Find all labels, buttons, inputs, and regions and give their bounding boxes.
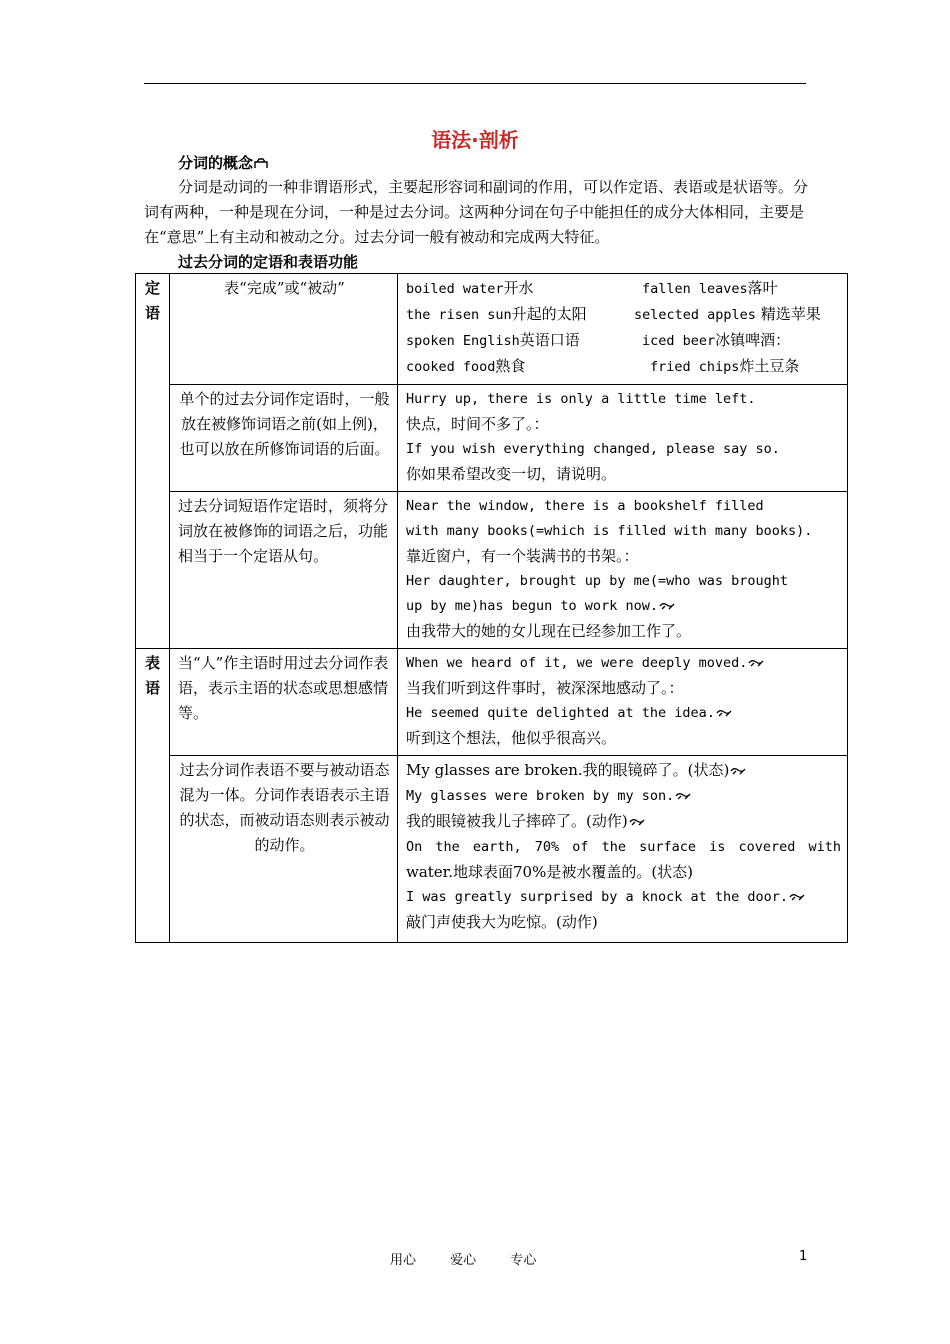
table-row xyxy=(136,385,848,492)
example-cell: My glasses are broken.我的眼镜碎了。(状态) My glasses were broken by my son. 我的眼镜被我儿子摔碎了。(动作) On the earth, 70% of the surface is covered with water.地球表面70%是被水覆盖的。(状态) I was greatly surprised by a knock at the door. 敲门声使我大为吃惊。(动作) xyxy=(398,756,848,943)
enter-mark-icon xyxy=(675,791,691,801)
example-cell xyxy=(398,274,848,385)
category-attributive: 定 语 xyxy=(136,274,170,649)
enter-mark-icon xyxy=(789,892,805,902)
example-cell: When we heard of it, we were deeply moved. 当我们听到这件事时，被深深地感动了。： He seemed quite delighted at the idea. 听到这个想法，他似乎很高兴。 xyxy=(398,649,848,756)
table-row xyxy=(136,649,848,756)
description-cell: 表“完成”或“被动” xyxy=(170,274,398,385)
enter-mark-icon xyxy=(659,601,675,611)
enter-mark-icon xyxy=(730,766,746,776)
description-cell: 过去分词作表语不要与被动语态混为一体。分词作表语表示主语的状态，而被动语态则表示被动的动作。 xyxy=(170,756,398,943)
function-heading: 过去分词的定语和表语功能 xyxy=(178,253,359,271)
table-row xyxy=(136,274,848,385)
participle-function-table xyxy=(135,273,848,943)
enter-mark-icon xyxy=(748,658,764,668)
table-row xyxy=(136,756,848,943)
enter-mark-icon xyxy=(716,708,732,718)
page-footer: 用心 爱心 专心 xyxy=(390,1253,537,1268)
example-cell: Hurry up, there is only a little time left. 快点，时间不多了。： If you wish everything changed, please say so. 你如果希望改变一切，请说明。 xyxy=(398,385,848,492)
example-cell: Near the window, there is a bookshelf filled with many books(=which is filled with many books). 靠近窗户，有一个装满书的书架。： Her daughter, brought up by me(=who was brought up by me)has begun to work now. 由我带大的她的女儿现在已经参加工作了。 xyxy=(398,492,848,649)
example-pair: cooked food熟食 fried chips炸土豆条 xyxy=(406,357,800,375)
concept-paragraph: 分词是动词的一种非谓语形式，主要起形容词和副词的作用，可以作定语、表语或是状语等。分词有两种，一种是现在分词，一种是过去分词。这两种分词在句子中能担任的成分大体相同，主要是在“意思”上有主动和被动之分。过去分词一般有被动和完成两大特征。 xyxy=(144,178,809,246)
page-title: 语法·剖析 xyxy=(431,128,519,152)
example-pair: the risen sun升起的太阳 selected apples 精选苹果 xyxy=(406,305,821,323)
margin-mark-icon xyxy=(253,157,269,169)
enter-mark-icon xyxy=(629,817,645,827)
concept-heading: 分词的概念 xyxy=(178,152,269,173)
description-cell: 当“人”作主语时用过去分词作表语，表示主语的状态或思想感情等。 xyxy=(170,649,398,756)
example-pair: boiled water开水 fallen leaves落叶 xyxy=(406,279,778,297)
description-cell: 单个的过去分词作定语时，一般放在被修饰词语之前(如上例)，也可以放在所修饰词语的后面。 xyxy=(170,385,398,492)
table-row xyxy=(136,492,848,649)
page-number: 1 xyxy=(799,1249,808,1264)
category-predicative: 表 语 xyxy=(136,649,170,943)
header-rule xyxy=(144,83,806,84)
description-cell: 过去分词短语作定语时，须将分词放在被修饰的词语之后，功能相当于一个定语从句。 xyxy=(170,492,398,649)
example-pair: spoken English英语口语 iced beer冰镇啤酒： xyxy=(406,331,791,349)
